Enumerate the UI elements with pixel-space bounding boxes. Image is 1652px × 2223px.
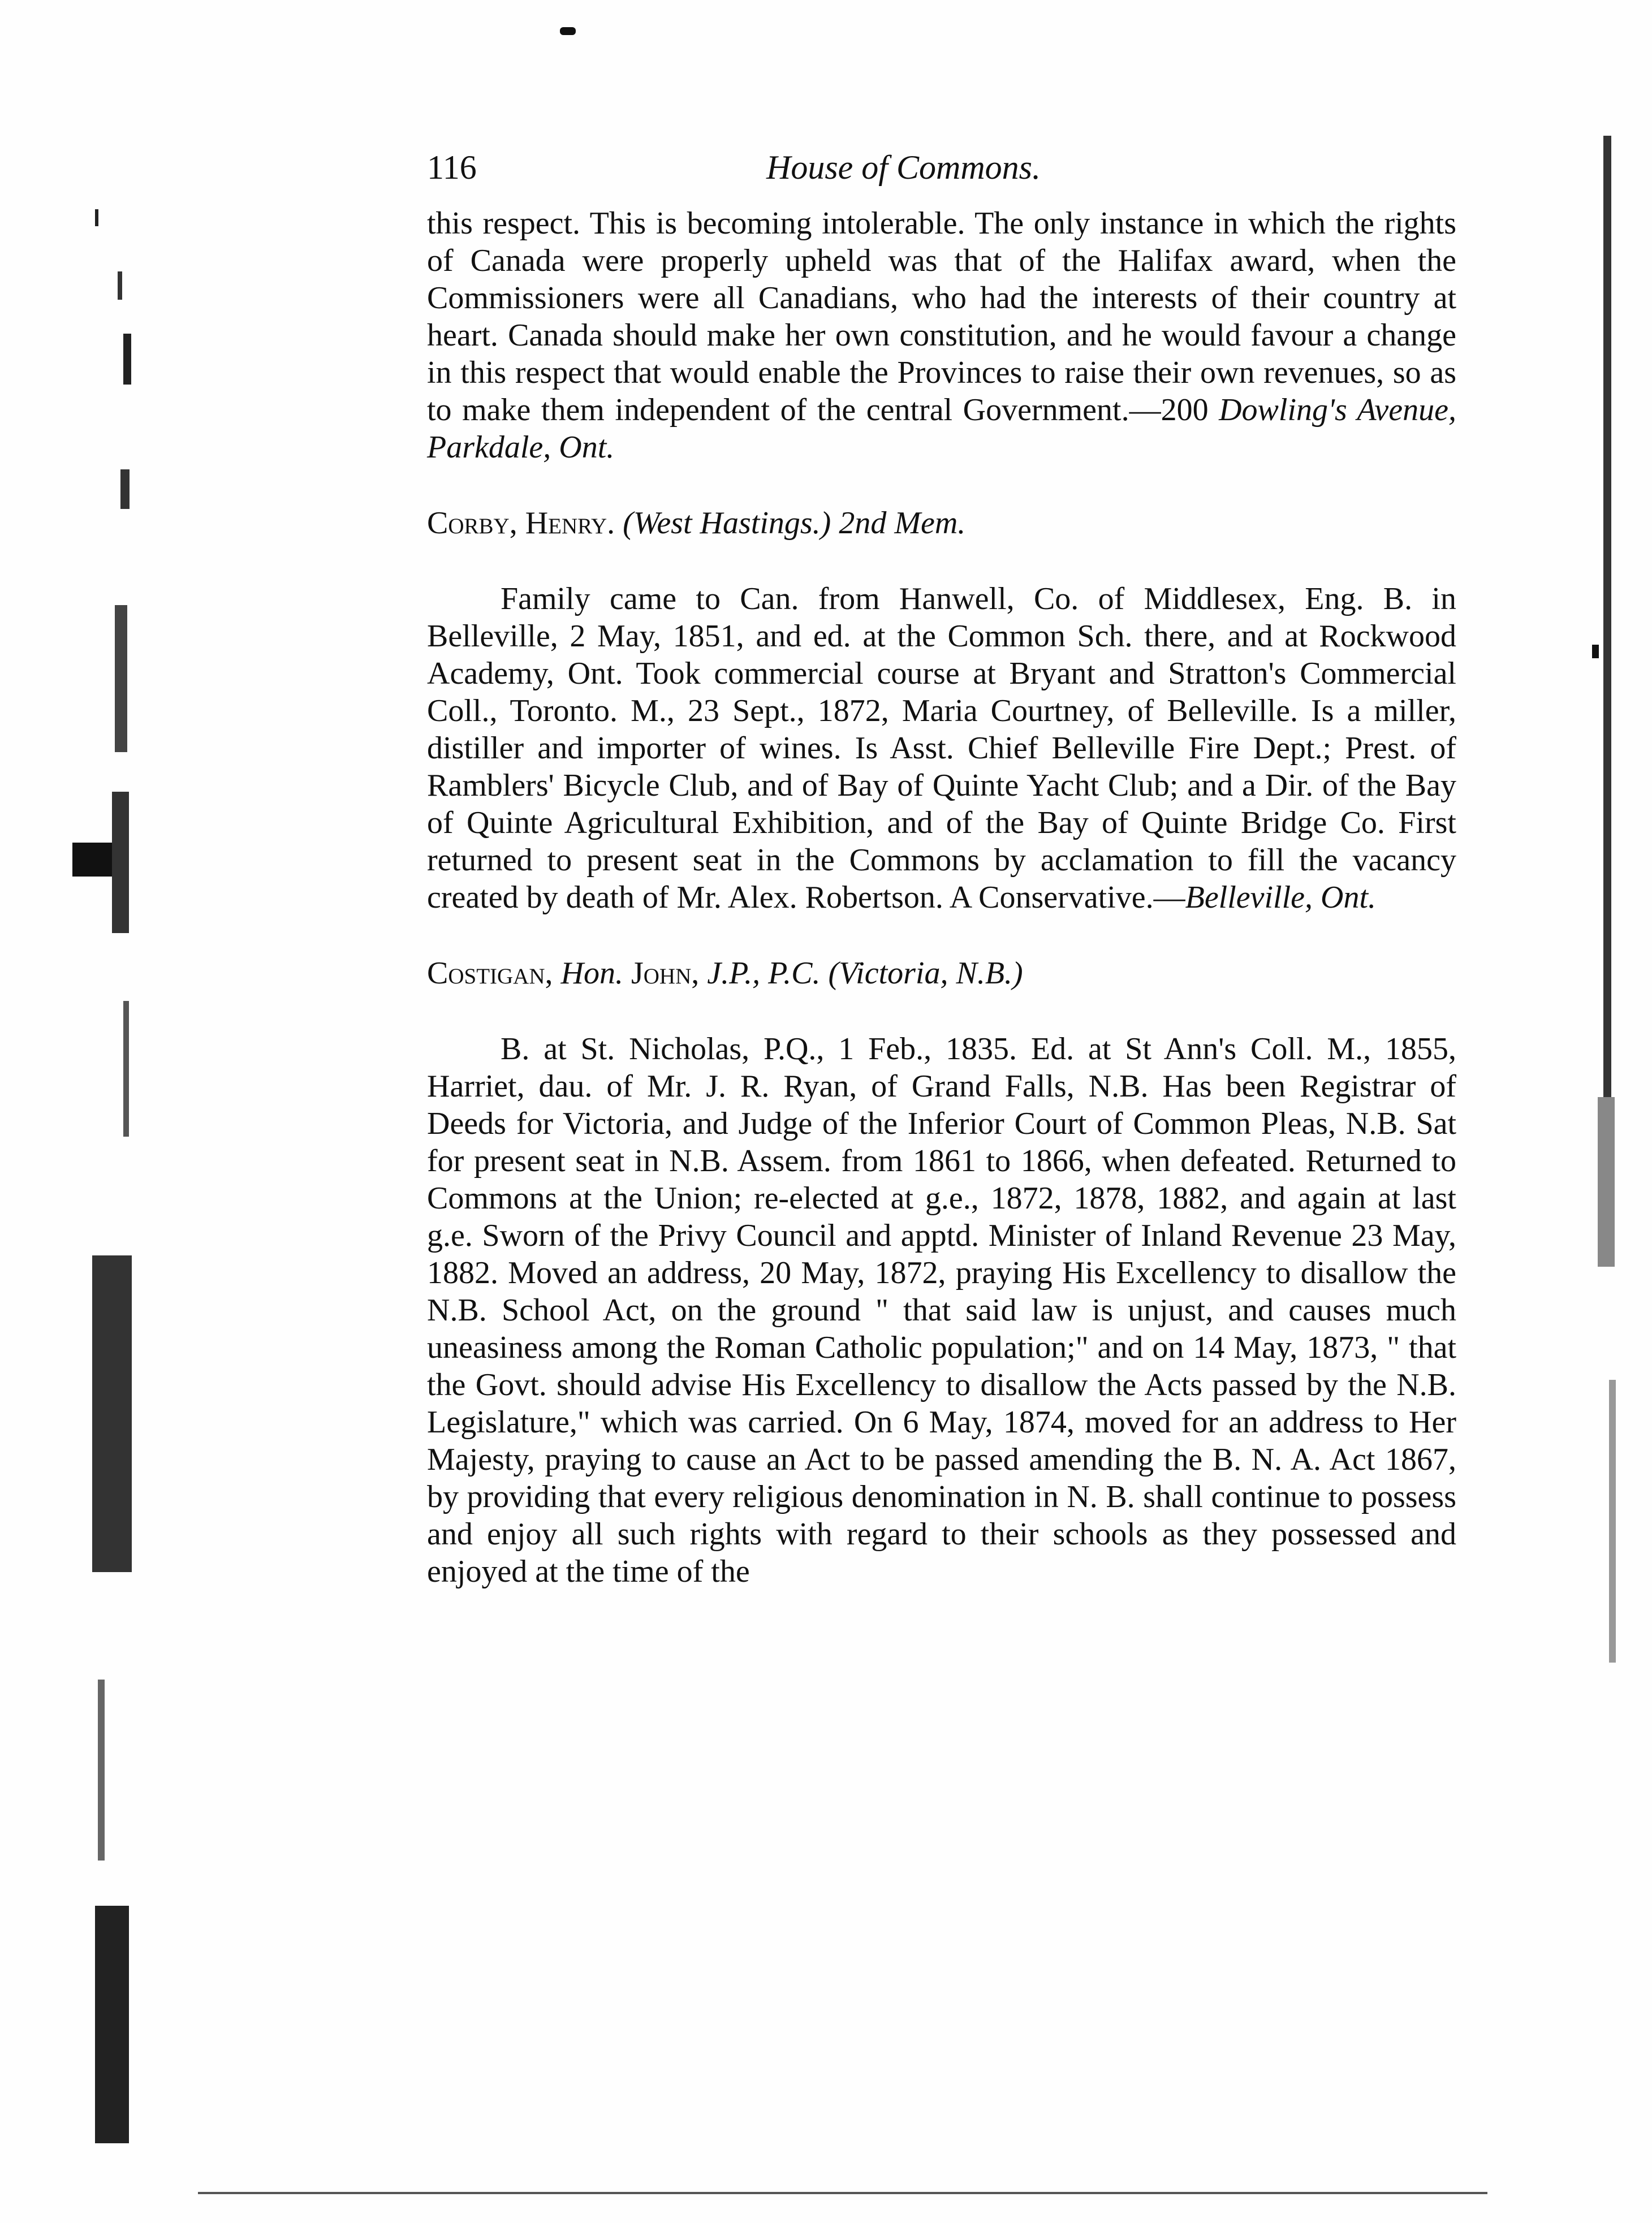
continued-paragraph-address: Dowling's Avenue, Parkdale, Ont. — [427, 392, 1456, 465]
entry-bio-corby — [427, 580, 1456, 916]
entry-address: Belleville, Ont. — [1185, 880, 1377, 915]
entry-heading-costigan — [427, 955, 1456, 992]
page-header — [427, 148, 1456, 205]
scan-speck — [560, 27, 576, 35]
entry-name: Costigan, — [427, 956, 553, 991]
continued-paragraph — [427, 205, 1456, 466]
bottom-edge-rule — [198, 2192, 1487, 2194]
entry-heading-corby — [427, 504, 1456, 542]
left-margin-scan-noise — [61, 153, 135, 2160]
right-margin-scan-noise — [1592, 136, 1626, 2172]
running-head: House of Commons. — [766, 149, 1041, 186]
entry-constituency: (Victoria, N.B.) — [828, 956, 1023, 991]
page-text — [427, 148, 1456, 1590]
entry-bio-text: Family came to Can. from Hanwell, Co. of Middlesex, Eng. B. in Belleville, 2 May, 1851, and ed. at the Common Sch. there, and at Rockwood Academy, Ont. Took commercial course at Bryant and Stratton's Commercial Coll., Toronto. M., 23 Sept., 1872, Maria Courtney, of Belleville. Is a miller, distiller and importer of wines. Is Asst. Chief Belleville Fire Dept.; Prest. of Ramblers' Bicycle Club, and of Bay of Quinte Yacht Club; and a Dir. of the Bay of Quinte Agricultural Exhibition, and of the Bay of Quinte Bridge Co. First returned to present seat in the Commons by acclamation to fill the vacancy created by death of Mr. Alex. Robertson. A Conservative.— — [427, 581, 1456, 915]
entry-name: Corby, Henry. — [427, 506, 615, 541]
entry-title: Hon. — [560, 956, 623, 991]
page-number: 116 — [427, 149, 477, 186]
entry-given-name: John, — [631, 956, 700, 991]
entry-honours: J.P., P.C. — [707, 956, 821, 991]
entry-bio-costigan: B. at St. Nicholas, P.Q., 1 Feb., 1835. Ed. at St Ann's Coll. M., 1855, Harriet, dau. of Mr. J. R. Ryan, of Grand Falls, N.B. Has been Registrar of Deeds for Victoria, and Judge of the Inferior Court of Common Pleas, N.B. Sat for present seat in N.B. Assem. from 1861 to 1866, when defeated. Returned to Commons at the Union; re-elected at g.e., 1872, 1878, 1882, and again at last g.e. Sworn of the Privy Council and apptd. Minister of Inland Revenue 23 May, 1882. Moved an address, 20 May, 1872, praying His Excellency to disallow the N.B. School Act, on the ground " that said law is unjust, and causes much uneasiness among the Roman Catholic population;" and on 14 May, 1873, " that the Govt. should advise His Excellency to disallow the Acts passed by the N.B. Legislature," which was carried. On 6 May, 1874, moved for an address to Her Majesty, praying to cause an Act to be passed amending the B. N. A. Act 1867, by providing that every religious denomination in N. B. shall continue to possess and enjoy all such rights with regard to their schools as they possessed and enjoyed at the time of the — [427, 1031, 1456, 1589]
entry-constituency: (West Hastings.) — [623, 506, 831, 541]
entry-membership: 2nd Mem. — [839, 506, 966, 541]
continued-paragraph-text: this respect. This is becoming intolerable. The only instance in which the rights of Canada were properly upheld was that of the Halifax award, when the Commissioners were all Canadians, who had the interests of their country at heart. Canada should make her own constitution, and he would favour a change in this respect that would enable the Provinces to raise their own revenues, so as to make them independent of the central Government.—200 — [427, 206, 1456, 428]
